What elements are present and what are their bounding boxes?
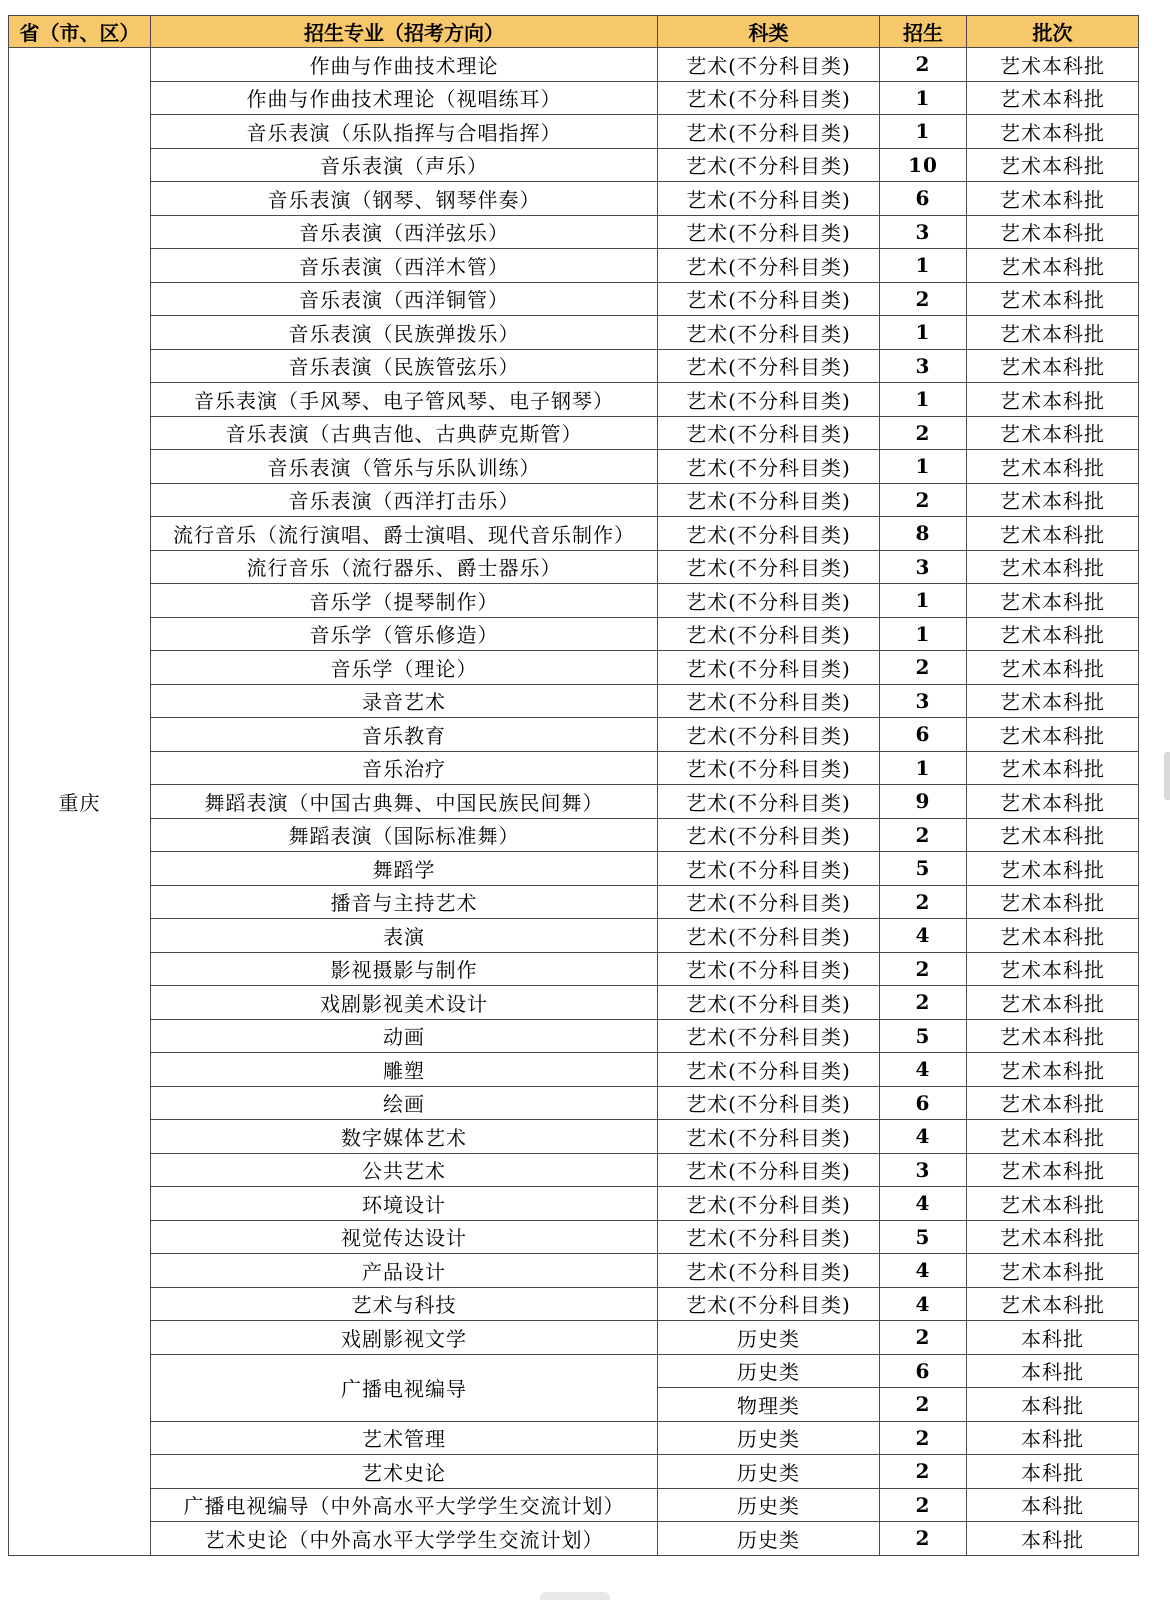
subject-cell: 艺术(不分科目类) <box>658 215 880 249</box>
table-row <box>9 1153 1139 1187</box>
table-row <box>9 684 1139 718</box>
subject-cell: 艺术(不分科目类) <box>658 1086 880 1120</box>
quota-cell: 1 <box>880 249 967 283</box>
table-row <box>9 651 1139 685</box>
major-cell: 音乐治疗 <box>151 751 658 785</box>
major-cell: 音乐学（管乐修造） <box>151 617 658 651</box>
batch-cell: 艺术本科批 <box>967 1153 1139 1187</box>
batch-cell: 艺术本科批 <box>967 282 1139 316</box>
major-cell: 流行音乐（流行演唱、爵士演唱、现代音乐制作） <box>151 517 658 551</box>
major-cell: 表演 <box>151 919 658 953</box>
quota-cell: 1 <box>880 383 967 417</box>
admission-table <box>8 15 1139 1556</box>
quota-cell: 2 <box>880 952 967 986</box>
batch-cell: 艺术本科批 <box>967 483 1139 517</box>
batch-cell: 艺术本科批 <box>967 1254 1139 1288</box>
major-cell: 艺术史论（中外高水平大学学生交流计划） <box>151 1522 658 1556</box>
major-cell: 音乐表演（声乐） <box>151 148 658 182</box>
quota-cell: 4 <box>880 1287 967 1321</box>
batch-cell: 艺术本科批 <box>967 48 1139 82</box>
quota-cell: 2 <box>880 1455 967 1489</box>
batch-cell: 本科批 <box>967 1488 1139 1522</box>
major-cell: 绘画 <box>151 1086 658 1120</box>
table-row <box>9 617 1139 651</box>
table-row <box>9 1488 1139 1522</box>
quota-cell: 1 <box>880 751 967 785</box>
batch-cell: 艺术本科批 <box>967 148 1139 182</box>
major-cell: 播音与主持艺术 <box>151 885 658 919</box>
quota-cell: 4 <box>880 1053 967 1087</box>
batch-cell: 艺术本科批 <box>967 1086 1139 1120</box>
table-row <box>9 249 1139 283</box>
quota-cell: 2 <box>880 986 967 1020</box>
subject-cell: 艺术(不分科目类) <box>658 1254 880 1288</box>
quota-cell: 1 <box>880 115 967 149</box>
major-cell: 作曲与作曲技术理论 <box>151 48 658 82</box>
table-row <box>9 316 1139 350</box>
subject-cell: 艺术(不分科目类) <box>658 1019 880 1053</box>
major-cell: 音乐教育 <box>151 718 658 752</box>
batch-cell: 艺术本科批 <box>967 651 1139 685</box>
batch-cell: 本科批 <box>967 1455 1139 1489</box>
table-row <box>9 1321 1139 1355</box>
quota-cell: 3 <box>880 349 967 383</box>
batch-cell: 艺术本科批 <box>967 1287 1139 1321</box>
subject-cell: 艺术(不分科目类) <box>658 885 880 919</box>
subject-cell: 艺术(不分科目类) <box>658 919 880 953</box>
batch-cell: 本科批 <box>967 1421 1139 1455</box>
subject-cell: 历史类 <box>658 1455 880 1489</box>
batch-cell: 艺术本科批 <box>967 182 1139 216</box>
quota-cell: 2 <box>880 1522 967 1556</box>
batch-cell: 艺术本科批 <box>967 751 1139 785</box>
subject-cell: 艺术(不分科目类) <box>658 818 880 852</box>
table-row <box>9 1254 1139 1288</box>
subject-cell: 艺术(不分科目类) <box>658 852 880 886</box>
batch-cell: 艺术本科批 <box>967 1120 1139 1154</box>
batch-cell: 艺术本科批 <box>967 617 1139 651</box>
batch-cell: 艺术本科批 <box>967 249 1139 283</box>
subject-cell: 艺术(不分科目类) <box>658 684 880 718</box>
batch-cell: 艺术本科批 <box>967 416 1139 450</box>
major-cell: 音乐学（理论） <box>151 651 658 685</box>
quota-cell: 1 <box>880 81 967 115</box>
table-row <box>9 215 1139 249</box>
table-row <box>9 48 1139 82</box>
batch-cell: 艺术本科批 <box>967 383 1139 417</box>
subject-cell: 艺术(不分科目类) <box>658 517 880 551</box>
major-cell: 音乐学（提琴制作） <box>151 584 658 618</box>
batch-cell: 艺术本科批 <box>967 785 1139 819</box>
major-cell: 音乐表演（钢琴、钢琴伴奏） <box>151 182 658 216</box>
table-row <box>9 919 1139 953</box>
major-cell: 广播电视编导 <box>151 1354 658 1421</box>
table-row <box>9 148 1139 182</box>
table-row <box>9 1522 1139 1556</box>
quota-cell: 2 <box>880 483 967 517</box>
table-row <box>9 450 1139 484</box>
subject-cell: 艺术(不分科目类) <box>658 1153 880 1187</box>
quota-cell: 2 <box>880 1488 967 1522</box>
quota-cell: 6 <box>880 1354 967 1388</box>
subject-cell: 艺术(不分科目类) <box>658 952 880 986</box>
quota-cell: 2 <box>880 1388 967 1422</box>
major-cell: 音乐表演（西洋木管） <box>151 249 658 283</box>
subject-cell: 艺术(不分科目类) <box>658 383 880 417</box>
subject-cell: 艺术(不分科目类) <box>658 483 880 517</box>
subject-cell: 艺术(不分科目类) <box>658 550 880 584</box>
quota-cell: 3 <box>880 215 967 249</box>
quota-cell: 1 <box>880 450 967 484</box>
table-row <box>9 483 1139 517</box>
subject-cell: 艺术(不分科目类) <box>658 316 880 350</box>
quota-cell: 2 <box>880 48 967 82</box>
quota-cell: 2 <box>880 651 967 685</box>
header-batch: 批次 <box>967 16 1139 48</box>
major-cell: 公共艺术 <box>151 1153 658 1187</box>
quota-cell: 5 <box>880 1220 967 1254</box>
batch-cell: 艺术本科批 <box>967 1187 1139 1221</box>
major-cell: 雕塑 <box>151 1053 658 1087</box>
batch-cell: 艺术本科批 <box>967 986 1139 1020</box>
major-cell: 流行音乐（流行器乐、爵士器乐） <box>151 550 658 584</box>
major-cell: 戏剧影视美术设计 <box>151 986 658 1020</box>
quota-cell: 4 <box>880 1254 967 1288</box>
major-cell: 舞蹈表演（国际标准舞） <box>151 818 658 852</box>
quota-cell: 3 <box>880 1153 967 1187</box>
table-row <box>9 751 1139 785</box>
quota-cell: 3 <box>880 684 967 718</box>
major-cell: 广播电视编导（中外高水平大学学生交流计划） <box>151 1488 658 1522</box>
batch-cell: 本科批 <box>967 1354 1139 1388</box>
table-row <box>9 1120 1139 1154</box>
table-row <box>9 986 1139 1020</box>
table-row <box>9 383 1139 417</box>
table-row <box>9 785 1139 819</box>
batch-cell: 本科批 <box>967 1522 1139 1556</box>
subject-cell: 艺术(不分科目类) <box>658 282 880 316</box>
table-row <box>9 1455 1139 1489</box>
major-cell: 音乐表演（西洋弦乐） <box>151 215 658 249</box>
major-cell: 产品设计 <box>151 1254 658 1288</box>
quota-cell: 5 <box>880 852 967 886</box>
table-row <box>9 1086 1139 1120</box>
major-cell: 音乐表演（民族管弦乐） <box>151 349 658 383</box>
major-cell: 音乐表演（古典吉他、古典萨克斯管） <box>151 416 658 450</box>
header-subject: 科类 <box>658 16 880 48</box>
quota-cell: 4 <box>880 919 967 953</box>
quota-cell: 3 <box>880 550 967 584</box>
batch-cell: 艺术本科批 <box>967 952 1139 986</box>
subject-cell: 艺术(不分科目类) <box>658 48 880 82</box>
table-row <box>9 550 1139 584</box>
table-row <box>9 818 1139 852</box>
major-cell: 影视摄影与制作 <box>151 952 658 986</box>
batch-cell: 艺术本科批 <box>967 718 1139 752</box>
subject-cell: 历史类 <box>658 1522 880 1556</box>
subject-cell: 物理类 <box>658 1388 880 1422</box>
batch-cell: 艺术本科批 <box>967 852 1139 886</box>
quota-cell: 9 <box>880 785 967 819</box>
header-major: 招生专业（招考方向） <box>151 16 658 48</box>
province-cell: 重庆 <box>9 48 151 1556</box>
table-row <box>9 1220 1139 1254</box>
batch-cell: 艺术本科批 <box>967 1220 1139 1254</box>
table-row <box>9 115 1139 149</box>
table-row <box>9 952 1139 986</box>
table-row <box>9 416 1139 450</box>
subject-cell: 艺术(不分科目类) <box>658 1220 880 1254</box>
subject-cell: 历史类 <box>658 1421 880 1455</box>
major-cell: 音乐表演（西洋打击乐） <box>151 483 658 517</box>
subject-cell: 历史类 <box>658 1488 880 1522</box>
table-row <box>9 1187 1139 1221</box>
batch-cell: 本科批 <box>967 1388 1139 1422</box>
bottom-scroll-handle[interactable] <box>540 1592 610 1600</box>
quota-cell: 4 <box>880 1120 967 1154</box>
quota-cell: 1 <box>880 617 967 651</box>
batch-cell: 艺术本科批 <box>967 818 1139 852</box>
quota-cell: 4 <box>880 1187 967 1221</box>
subject-cell: 艺术(不分科目类) <box>658 349 880 383</box>
quota-cell: 1 <box>880 316 967 350</box>
subject-cell: 艺术(不分科目类) <box>658 617 880 651</box>
table-row <box>9 349 1139 383</box>
major-cell: 艺术与科技 <box>151 1287 658 1321</box>
quota-cell: 2 <box>880 885 967 919</box>
major-cell: 音乐表演（西洋铜管） <box>151 282 658 316</box>
batch-cell: 本科批 <box>967 1321 1139 1355</box>
major-cell: 音乐表演（乐队指挥与合唱指挥） <box>151 115 658 149</box>
table-row <box>9 81 1139 115</box>
batch-cell: 艺术本科批 <box>967 1019 1139 1053</box>
quota-cell: 10 <box>880 148 967 182</box>
quota-cell: 6 <box>880 182 967 216</box>
table-row <box>9 852 1139 886</box>
quota-cell: 6 <box>880 718 967 752</box>
subject-cell: 艺术(不分科目类) <box>658 115 880 149</box>
subject-cell: 艺术(不分科目类) <box>658 416 880 450</box>
table-row <box>9 517 1139 551</box>
quota-cell: 2 <box>880 1321 967 1355</box>
table-row <box>9 1421 1139 1455</box>
major-cell: 艺术史论 <box>151 1455 658 1489</box>
table-row <box>9 182 1139 216</box>
subject-cell: 艺术(不分科目类) <box>658 182 880 216</box>
quota-cell: 2 <box>880 416 967 450</box>
batch-cell: 艺术本科批 <box>967 885 1139 919</box>
subject-cell: 艺术(不分科目类) <box>658 1287 880 1321</box>
subject-cell: 艺术(不分科目类) <box>658 986 880 1020</box>
major-cell: 数字媒体艺术 <box>151 1120 658 1154</box>
subject-cell: 艺术(不分科目类) <box>658 1120 880 1154</box>
quota-cell: 2 <box>880 818 967 852</box>
major-cell: 舞蹈学 <box>151 852 658 886</box>
quota-cell: 2 <box>880 1421 967 1455</box>
table-row <box>9 282 1139 316</box>
table-row <box>9 1287 1139 1321</box>
subject-cell: 艺术(不分科目类) <box>658 1053 880 1087</box>
header-province: 省（市、区） <box>9 16 151 48</box>
table-row <box>9 718 1139 752</box>
subject-cell: 艺术(不分科目类) <box>658 785 880 819</box>
batch-cell: 艺术本科批 <box>967 517 1139 551</box>
major-cell: 作曲与作曲技术理论（视唱练耳） <box>151 81 658 115</box>
table-row <box>9 1019 1139 1053</box>
quota-cell: 8 <box>880 517 967 551</box>
subject-cell: 艺术(不分科目类) <box>658 249 880 283</box>
major-cell: 舞蹈表演（中国古典舞、中国民族民间舞） <box>151 785 658 819</box>
subject-cell: 艺术(不分科目类) <box>658 1187 880 1221</box>
table-row <box>9 1354 1139 1388</box>
side-scroll-handle[interactable] <box>1164 752 1170 800</box>
subject-cell: 历史类 <box>658 1321 880 1355</box>
subject-cell: 艺术(不分科目类) <box>658 450 880 484</box>
batch-cell: 艺术本科批 <box>967 115 1139 149</box>
quota-cell: 1 <box>880 584 967 618</box>
batch-cell: 艺术本科批 <box>967 215 1139 249</box>
header-quota: 招生 <box>880 16 967 48</box>
batch-cell: 艺术本科批 <box>967 550 1139 584</box>
major-cell: 音乐表演（手风琴、电子管风琴、电子钢琴） <box>151 383 658 417</box>
table-row <box>9 885 1139 919</box>
table-row <box>9 1053 1139 1087</box>
subject-cell: 艺术(不分科目类) <box>658 751 880 785</box>
batch-cell: 艺术本科批 <box>967 1053 1139 1087</box>
subject-cell: 艺术(不分科目类) <box>658 148 880 182</box>
table-body <box>9 48 1139 1556</box>
subject-cell: 艺术(不分科目类) <box>658 584 880 618</box>
batch-cell: 艺术本科批 <box>967 450 1139 484</box>
table-row <box>9 584 1139 618</box>
header-row <box>9 16 1139 48</box>
major-cell: 戏剧影视文学 <box>151 1321 658 1355</box>
major-cell: 环境设计 <box>151 1187 658 1221</box>
quota-cell: 2 <box>880 282 967 316</box>
quota-cell: 5 <box>880 1019 967 1053</box>
subject-cell: 艺术(不分科目类) <box>658 718 880 752</box>
major-cell: 录音艺术 <box>151 684 658 718</box>
batch-cell: 艺术本科批 <box>967 349 1139 383</box>
batch-cell: 艺术本科批 <box>967 684 1139 718</box>
major-cell: 视觉传达设计 <box>151 1220 658 1254</box>
batch-cell: 艺术本科批 <box>967 316 1139 350</box>
subject-cell: 历史类 <box>658 1354 880 1388</box>
batch-cell: 艺术本科批 <box>967 919 1139 953</box>
major-cell: 音乐表演（管乐与乐队训练） <box>151 450 658 484</box>
batch-cell: 艺术本科批 <box>967 81 1139 115</box>
subject-cell: 艺术(不分科目类) <box>658 81 880 115</box>
quota-cell: 6 <box>880 1086 967 1120</box>
major-cell: 音乐表演（民族弹拨乐） <box>151 316 658 350</box>
major-cell: 动画 <box>151 1019 658 1053</box>
major-cell: 艺术管理 <box>151 1421 658 1455</box>
batch-cell: 艺术本科批 <box>967 584 1139 618</box>
subject-cell: 艺术(不分科目类) <box>658 651 880 685</box>
